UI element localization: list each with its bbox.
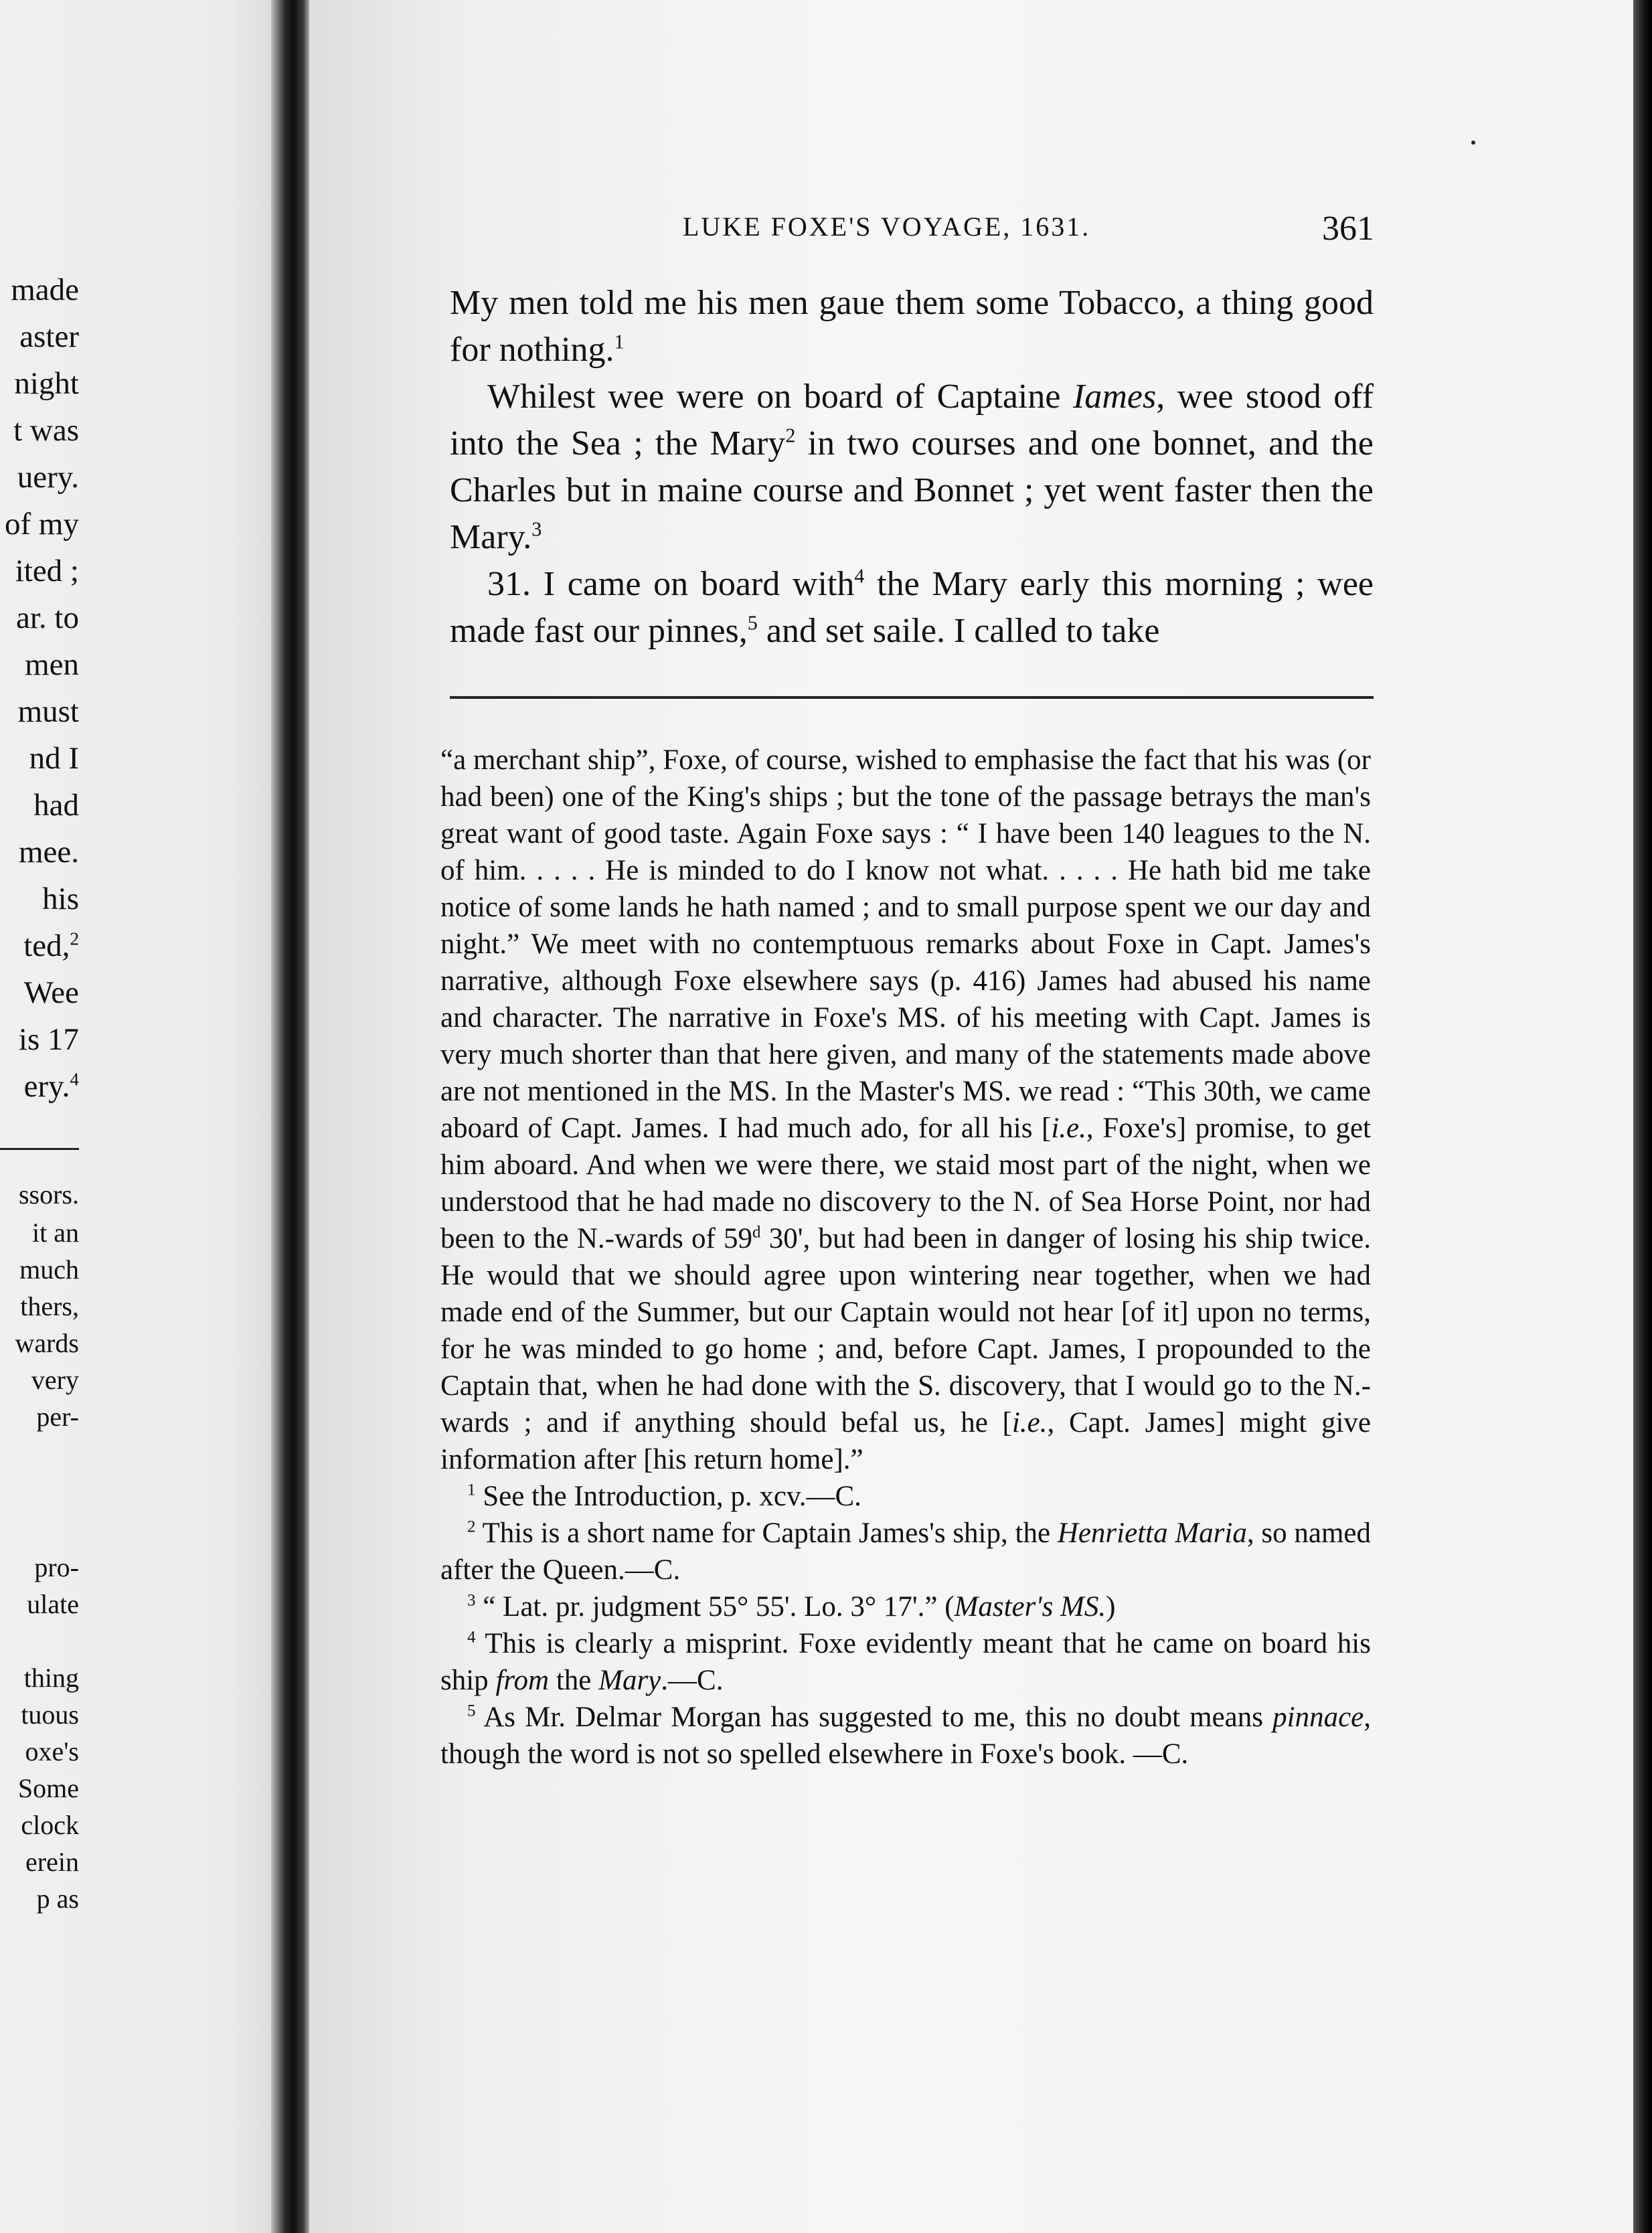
running-header: LUKE FOXE'S VOYAGE, 1631. xyxy=(683,212,1091,242)
facing-line: his xyxy=(42,882,79,916)
paragraph: 31. I came on board with$^4$ the Mary early this morning ; wee made fast our pinnes,$^5$ and set saile. I called to take xyxy=(450,564,1374,650)
facing-note-line: tuous xyxy=(21,1700,79,1730)
facing-line: ted,$^2$ xyxy=(23,928,79,963)
facing-note-line: much xyxy=(19,1254,79,1285)
facing-line: nd I xyxy=(29,741,79,776)
page-number: 361 xyxy=(1322,210,1374,248)
facing-note-line: ssors. xyxy=(18,1179,79,1210)
facing-line: is 17 xyxy=(18,1022,79,1057)
footnotes xyxy=(440,742,1371,1772)
facing-line: men xyxy=(25,647,79,682)
facing-note-line: wards xyxy=(15,1328,79,1358)
footnote-3: $^3$ “ Lat. pr. judgment 55° 55'. Lo. 3° 17'.” (Master's MS.) xyxy=(467,1591,1116,1623)
paragraph: Whilest wee were on board of Captaine Iames, wee stood off into the Sea ; the Mary$^2$ in two courses and one bonnet, and the Charles but in maine course and Bonnet ; yet went faster then the Mary.$^3$ xyxy=(450,378,1374,556)
facing-page xyxy=(0,0,288,2233)
facing-note-line: thers, xyxy=(20,1291,79,1321)
facing-note-line: pro- xyxy=(34,1552,79,1582)
facing-rule xyxy=(0,1148,79,1150)
facing-line: mee. xyxy=(18,835,79,870)
facing-note-line: p as xyxy=(36,1884,79,1914)
facing-line: must xyxy=(17,694,79,729)
facing-line: uery. xyxy=(17,460,79,495)
facing-note-line: erein xyxy=(25,1847,79,1877)
page-edge-shadow xyxy=(1633,0,1652,2233)
facing-note-line: ulate xyxy=(27,1589,79,1619)
facing-line: night xyxy=(14,366,79,401)
facing-line: Wee xyxy=(23,975,79,1010)
facing-note-line: oxe's xyxy=(25,1736,79,1766)
facing-note-line: it an xyxy=(32,1218,79,1248)
book-binding xyxy=(271,0,311,2233)
footnote-5: $^5$ As Mr. Delmar Morgan has suggested to me, this no doubt means pinnace, though the word is not so spelled elsewhere in Foxe's book. —C. xyxy=(440,1702,1371,1770)
facing-note-line: very xyxy=(31,1365,79,1395)
facing-line: ited ; xyxy=(15,554,79,588)
footnote-1: $^1$ See the Introduction, p. xcv.—C. xyxy=(467,1481,861,1512)
facing-line: t was xyxy=(13,413,79,448)
facing-line: had xyxy=(33,788,79,823)
facing-note-line: Some xyxy=(17,1773,79,1803)
page-speck xyxy=(1471,141,1475,145)
facing-note-line: clock xyxy=(21,1810,79,1840)
facing-line: of my xyxy=(5,507,79,542)
facing-line: made xyxy=(11,272,79,307)
paragraph: My men told me his men gaue them some Tobacco, a thing good for nothing.$^1$ xyxy=(450,284,1374,369)
main-text xyxy=(450,280,1374,655)
footnote-2: $^2$ This is a short name for Captain James's ship, the Henrietta Maria, so named after the Queen.—C. xyxy=(440,1517,1371,1586)
facing-note-line: per- xyxy=(36,1402,79,1432)
footnote-rule xyxy=(450,696,1374,699)
footnote-4: $^4$ This is clearly a misprint. Foxe evidently meant that he came on board his ship from the Mary.—C. xyxy=(440,1628,1371,1696)
facing-note-line: thing xyxy=(23,1663,79,1693)
footnote-continuation: “a merchant ship”, Foxe, of course, wished to emphasise the fact that his was (or had been) one of the King's ships ; but the tone of the passage betrays the man's great want of good taste. Again Foxe says : “ I have been 140 leagues to the N. of him. . . . . He is minded to do I know not what. . . . . He hath bid me take notice of some lands he hath named ; and to small purpose spent we our day and night.” We meet with no contemptuous remarks about Foxe in Capt. James's narrative, although Foxe elsewhere says (p. 416) James had abused his name and character. The narrative in Foxe's MS. of his meeting with Capt. James is very much shorter than that here given, and many of the statements made above are not mentioned in the MS. In the Master's MS. we read : “This 30th, we came aboard of Capt. James. I had much ado, for all his [i.e., Foxe's] promise, to get him aboard. And when we were there, we staid most part of the night, when we understood that he had made no discovery to the N. of Sea Horse Point, nor had been to the N.-wards of 59$^d$ 30', but had been in danger of losing his ship twice. He would that we should agree upon wintering near together, when we had made end of the Summer, but our Captain would not hear [of it] upon no terms, for he was minded to go home ; and, before Capt. James, I propounded to the Captain that, when he had done with the S. discovery, that I would go to the N.-wards ; and if anything should befal us, he [i.e., Capt. James] might give information after [his return home].” xyxy=(440,744,1372,1475)
facing-line: ery.$^4$ xyxy=(23,1069,79,1104)
facing-line: aster xyxy=(19,319,79,354)
facing-line: ar. to xyxy=(16,600,79,635)
